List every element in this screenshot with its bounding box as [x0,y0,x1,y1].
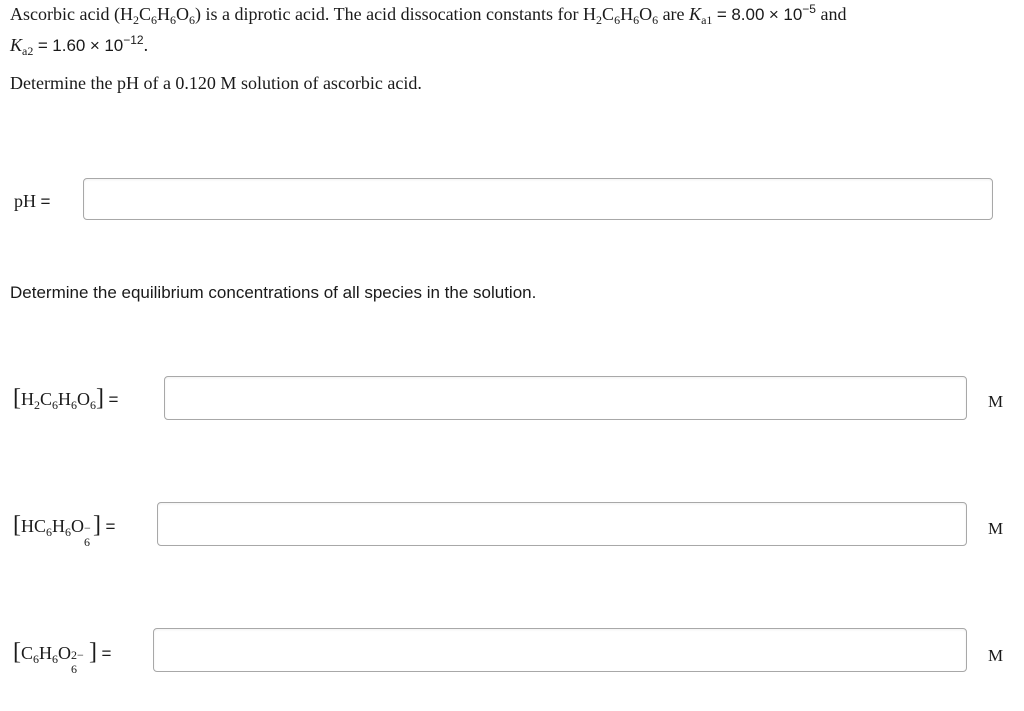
c6h6o6-2minus-concentration-input[interactable] [153,628,967,672]
intro-text-1: Ascorbic acid ( [10,4,120,24]
formula-h2c6h6o6: $H_2C_6H_6O_6$ [583,4,659,27]
hc6h6o6-minus-label: [$HC_6H_6O$ − 6 ] = [13,512,116,549]
h2c6h6o6-label: $[H_2C_6H_6O_6]$ = [13,385,119,412]
intro-text-2: ) is a diprotic acid. The acid dissocation constants for [194,4,584,24]
question-intro-line2 [10,35,148,56]
part2-prompt: Determine the equilibrium concentrations of all species in the solution. [10,283,537,302]
formula-h2c6h6o6: $H_2C_6H_6O_6$ [119,4,195,27]
ph-input[interactable] [83,178,993,220]
c6h6o6-2minus-label: [$C_6H_6O$ 2− 6 ] = [13,639,112,676]
hc6h6o6-minus-concentration-input[interactable] [157,502,967,546]
ph-label: pH = [14,191,51,211]
part1-prompt: Determine the pH of a 0.120 M solution of ascorbic acid. [10,73,422,93]
unit-molar-1: M [988,392,1004,411]
unit-molar-3: M [988,646,1004,665]
unit-molar-2: M [988,519,1004,538]
intro-text-3: are [658,4,690,24]
h2c6h6o6-concentration-input[interactable] [164,376,967,420]
intro-text-4: and [820,4,847,24]
ka1-expression: $K_{a1} = 8.00 \times 10^{-5}$ [689,2,816,27]
question-intro-line1 [10,4,846,25]
ka2-expression: $K_{a2} = 1.60 \times 10^{-12}$. [10,33,149,58]
